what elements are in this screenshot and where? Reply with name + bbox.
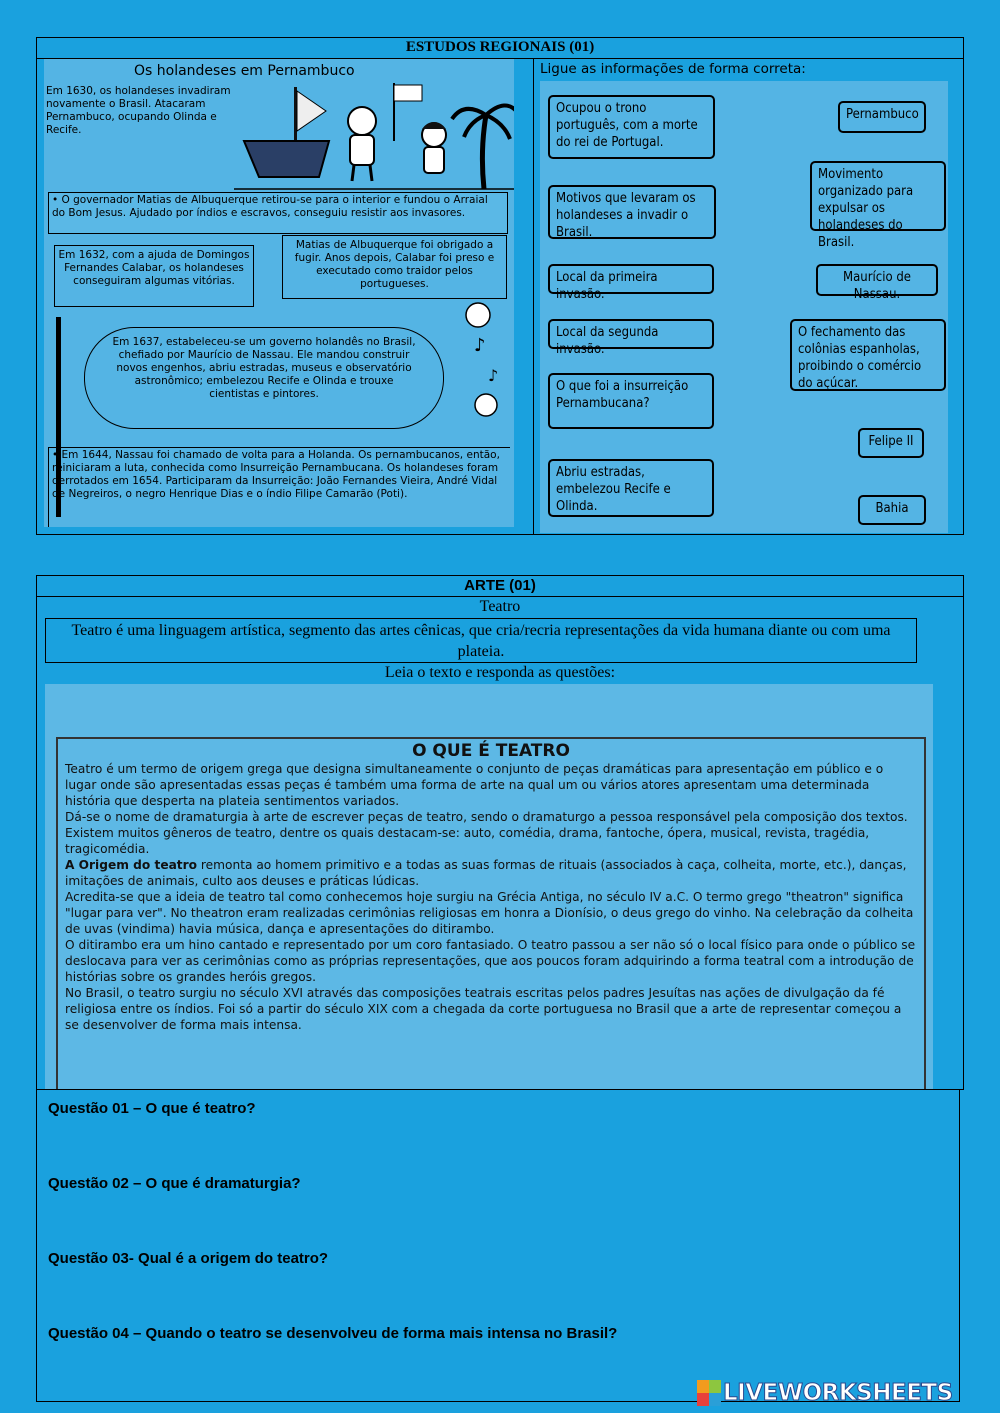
article-paragraph: Dá-se o nome de dramaturgia à arte de escrever peças de teatro, sendo o dramaturgo a pessoa responsável pela composição dos textos. Existem muitos gêneros de teatro, dentre os quais destacam-se: auto, comédia, drama, fantoche, ópera, musical, revista, tragédia, tragicomédia. (65, 810, 908, 856)
question-3: Questão 03- Qual é a origem do teatro? (48, 1250, 329, 1267)
match-left-5[interactable]: O que foi a insurreição Pernambucana? (548, 373, 714, 429)
match-left-2[interactable]: Motivos que levaram os holandeses a invadir o Brasil. (548, 185, 716, 239)
match-right-5[interactable]: Felipe II (858, 428, 924, 458)
question-2: Questão 02 – O que é dramaturgia? (48, 1175, 301, 1192)
column-divider (533, 58, 534, 535)
soldier-figure-icon (348, 107, 376, 181)
comic-title: Os holandeses em Pernambuco (134, 63, 355, 79)
ship-icon (244, 87, 329, 177)
question-1: Questão 01 – O que é teatro? (48, 1100, 256, 1117)
estudos-header: ESTUDOS REGIONAIS (01) (36, 37, 964, 59)
match-right-4[interactable]: O fechamento das colônias espanholas, proibindo o comércio do açúcar. (790, 319, 946, 391)
comic-illustration (234, 81, 514, 193)
svg-text:♪: ♪ (474, 335, 486, 356)
match-right-1[interactable]: Pernambuco (838, 101, 926, 133)
comic-caption-2: • O governador Matias de Albuquerque retirou-se para o interior e fundou o Arraial do Bom Jesus. Ajudado por índios e escravos, conseguiu resistir aos invasores. (48, 192, 508, 234)
match-left-3[interactable]: Local da primeira invasão. (548, 264, 714, 294)
article-box (56, 737, 926, 1089)
article-paragraph: O ditirambo era um hino cantado e representado por um coro fantasiado. O teatro passou a ser não só o local físico para onde o público se deslocava para ver as cerimônias como as próprias representações, que aos poucos foram adquirindo a forma teatral com a introdução de histórias sobre os grandes heróis gregos. (65, 938, 916, 984)
liveworksheets-logo (697, 1378, 997, 1408)
answer-1-field[interactable] (48, 1122, 948, 1172)
match-left-4[interactable]: Local da segunda invasão. (548, 319, 714, 349)
match-left-6[interactable]: Abriu estradas, embelezou Recife e Olinda. (548, 459, 714, 517)
article-paragraph: Teatro é um termo de origem grega que designa simultaneamente o conjunto de peças dramáticas para apresentação em público e o lugar onde são apresentadas essas peças é também uma forma de arte na qual um ou vários atores apresentam uma determinada história que desperta na plateia sentimentos variados. (65, 762, 884, 808)
comic-caption-3: Em 1632, com a ajuda de Domingos Fernandes Calabar, os holandeses conseguiram algumas vitórias. (54, 245, 254, 307)
bird-icon (448, 301, 514, 421)
answer-2-field[interactable] (48, 1197, 948, 1247)
questions-box (36, 1089, 960, 1402)
article-title: O QUE É TEATRO (412, 741, 570, 761)
article-bold-lead: A Origem do teatro (65, 858, 198, 872)
matching-instruction: Ligue as informações de forma correta: (540, 61, 806, 77)
child-figure-icon (422, 122, 446, 173)
match-right-2[interactable]: Movimento organizado para expulsar os holandeses do Brasil. (810, 161, 946, 231)
article-panel (45, 684, 933, 1089)
logo-badge-icon (697, 1380, 721, 1406)
arte-header: ARTE (01) (36, 575, 964, 597)
flag-icon (394, 83, 422, 141)
arte-definition: Teatro é uma linguagem artística, segmento das artes cênicas, que cria/recria representações da vida humana diante ou com uma plateia. (45, 618, 917, 663)
match-right-6[interactable]: Bahia (858, 495, 926, 525)
palm-tree-icon (452, 105, 514, 189)
arte-instruction: Leia o texto e responda as questões: (384, 664, 616, 681)
matching-panel (540, 81, 948, 533)
comic-caption-1: Em 1630, os holandeses invadiram novamente o Brasil. Atacaram Pernambuco, ocupando Olinda e Recife. (46, 85, 231, 136)
question-4: Questão 04 – Quando o teatro se desenvolveu de forma mais intensa no Brasil? (48, 1325, 618, 1342)
comic-caption-6: • Em 1644, Nassau foi chamado de volta para a Holanda. Os pernambucanos, então, reiniciaram a luta, conhecida como Insurreição Pernambucana. Os holandeses foram derrotados em 1654. Participaram da Insurreição: João Fernandes Vieira, André Vidal de Negreiros, o negro Henrique Dias e o índio Filipe Camarão (Poti). (48, 447, 510, 527)
article-paragraph (65, 857, 917, 889)
comic-caption-5: Em 1637, estabeleceu-se um governo holandês no Brasil, chefiado por Maurício de Nassau. Ele mandou construir novos engenhos, abriu estradas, museus e observatório astronômico; embelezou Recife e Olinda e trouxe cientistas e pintores. (84, 327, 444, 429)
match-right-3[interactable]: Maurício de Nassau. (816, 264, 938, 296)
match-left-1[interactable]: Ocupou o trono português, com a morte do rei de Portugal. (548, 95, 715, 159)
answer-3-field[interactable] (48, 1272, 948, 1322)
comic-caption-4: Matias de Albuquerque foi obrigado a fugir. Anos depois, Calabar foi preso e executado como traidor pelos portugueses. (282, 235, 507, 299)
svg-text:♪: ♪ (488, 366, 499, 385)
article-paragraph: Acredita-se que a ideia de teatro tal como conhecemos hoje surgiu na Grécia Antiga, no século IV a.C. O termo grego "theatron" significa "lugar para ver". No theatron eram realizadas cerimônias religiosas em honra a Dionísio, o deus grego do vinho. Na celebração da colheita de uvas (vindima) havia música, dança e apresentações do ditirambo. (65, 890, 914, 936)
logo-text: LIVEWORKSHEETS (723, 1380, 953, 1406)
article-paragraph: No Brasil, o teatro surgiu no século XVI através das composições teatrais escritas pelos padres Jesuítas nas ações de divulgação da fé religiosa entre os índios. Foi só a partir do século XIX com a chegada da corte portuguesa no Brasil que a arte de representar começou a se desenvolver de forma mais intensa. (65, 986, 902, 1032)
comic-panel (44, 59, 514, 527)
arte-subheader: Teatro (479, 598, 521, 615)
article-text: remonta ao homem primitivo e a todas as suas formas de rituais (associados à caça, colheita, morte, etc.), danças, imitações de animais, culto aos deuses e práticas lúdicas. (65, 858, 907, 888)
